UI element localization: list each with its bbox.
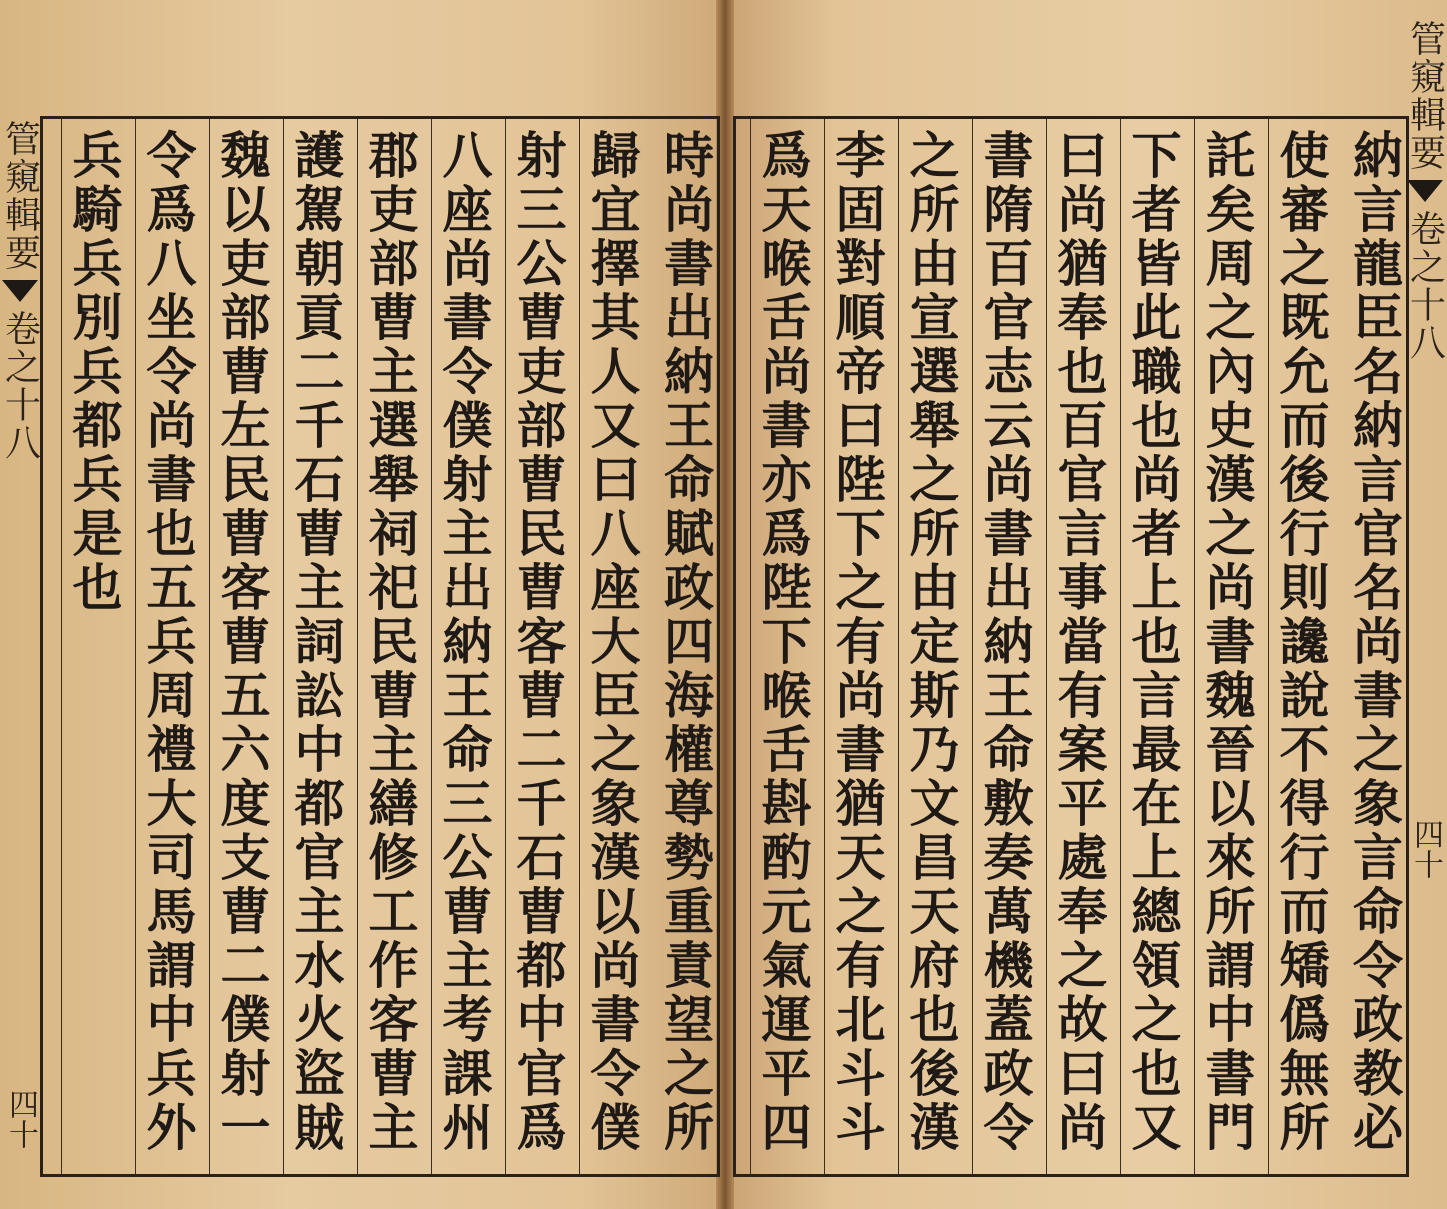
text-column (505, 119, 569, 1174)
column-text: 納言龍臣名納言官名尚書之象言命令政教必 (1345, 129, 1403, 1155)
right-page-margin (1403, 0, 1447, 1209)
column-text: 郡吏部曹主選舉祠祀民曹主繕修工作客曹主 (360, 129, 419, 1155)
text-column (61, 119, 125, 1174)
column-text: 射三公曹吏部曹民曹客曹二千石曹都中官爲 (508, 129, 567, 1155)
column-text: 兵騎兵別兵都兵是也 (64, 129, 123, 615)
column-text: 八座尚書令僕射主出納王命三公曹主考課州 (434, 129, 493, 1155)
column-text: 使審之既允而後行則讒說不得行而矯僞無所 (1271, 129, 1330, 1155)
left-margin-chapter: 卷之十八 (0, 310, 41, 462)
left-margin-book-title: 管窺輯要 (0, 120, 41, 272)
text-column (1120, 119, 1184, 1174)
text-column (579, 119, 643, 1174)
left-page-margin (0, 0, 40, 1209)
text-column (750, 119, 814, 1174)
text-column (209, 119, 273, 1174)
text-column (1342, 119, 1406, 1174)
left-text-frame (40, 116, 720, 1177)
column-text: 曰尚猶奉也百官言事當有案平處奉之故曰尚 (1049, 129, 1108, 1155)
text-column (283, 119, 347, 1174)
text-column (135, 119, 199, 1174)
text-column (1194, 119, 1258, 1174)
text-column (898, 119, 962, 1174)
right-fish-tail-mark (1407, 180, 1443, 202)
column-text: 令爲八坐令尚書也五兵周禮大司馬謂中兵外 (138, 129, 197, 1155)
text-column (1268, 119, 1332, 1174)
column-text: 託矣周之內史漢之尚書魏晉以來所謂中書門 (1197, 129, 1256, 1155)
text-column (972, 119, 1036, 1174)
column-text: 護駕朝貢二千石曹主詞訟中都官主水火盜賊 (286, 129, 345, 1155)
left-fish-tail-mark (2, 280, 38, 302)
text-column (653, 119, 717, 1174)
column-text: 書隋百官志云尚書出納王命敷奏萬機蓋政令 (975, 129, 1034, 1155)
column-text: 之所由宣選舉之所由定斯乃文昌天府也後漢 (901, 129, 960, 1155)
column-text: 時尚書出納王命賦政四海權尊勢重責望之所 (656, 129, 714, 1155)
column-text: 歸宜擇其人又曰八座大臣之象漢以尚書令僕 (582, 129, 641, 1155)
right-margin-book-title: 管窺輯要 (1404, 20, 1446, 172)
left-margin-page-number: 四十 (3, 1089, 38, 1149)
column-text: 李固對順帝曰陛下之有尚書猶天之有北斗斗 (827, 129, 886, 1155)
column-text: 魏以吏部曹左民曹客曹五六度支曹二僕射一 (212, 129, 271, 1155)
right-margin-chapter: 卷之十八 (1404, 210, 1446, 362)
right-text-frame (733, 116, 1409, 1177)
column-text: 下者皆此職也尚者上也言最在上總領之也又 (1123, 129, 1182, 1155)
right-margin-page-number: 四十 (1408, 819, 1443, 879)
text-column (357, 119, 421, 1174)
text-column (431, 119, 495, 1174)
column-text: 爲天喉舌尚書亦爲陛下喉舌斟酌元氣運平四 (753, 129, 812, 1155)
text-column (1046, 119, 1110, 1174)
text-column (824, 119, 888, 1174)
